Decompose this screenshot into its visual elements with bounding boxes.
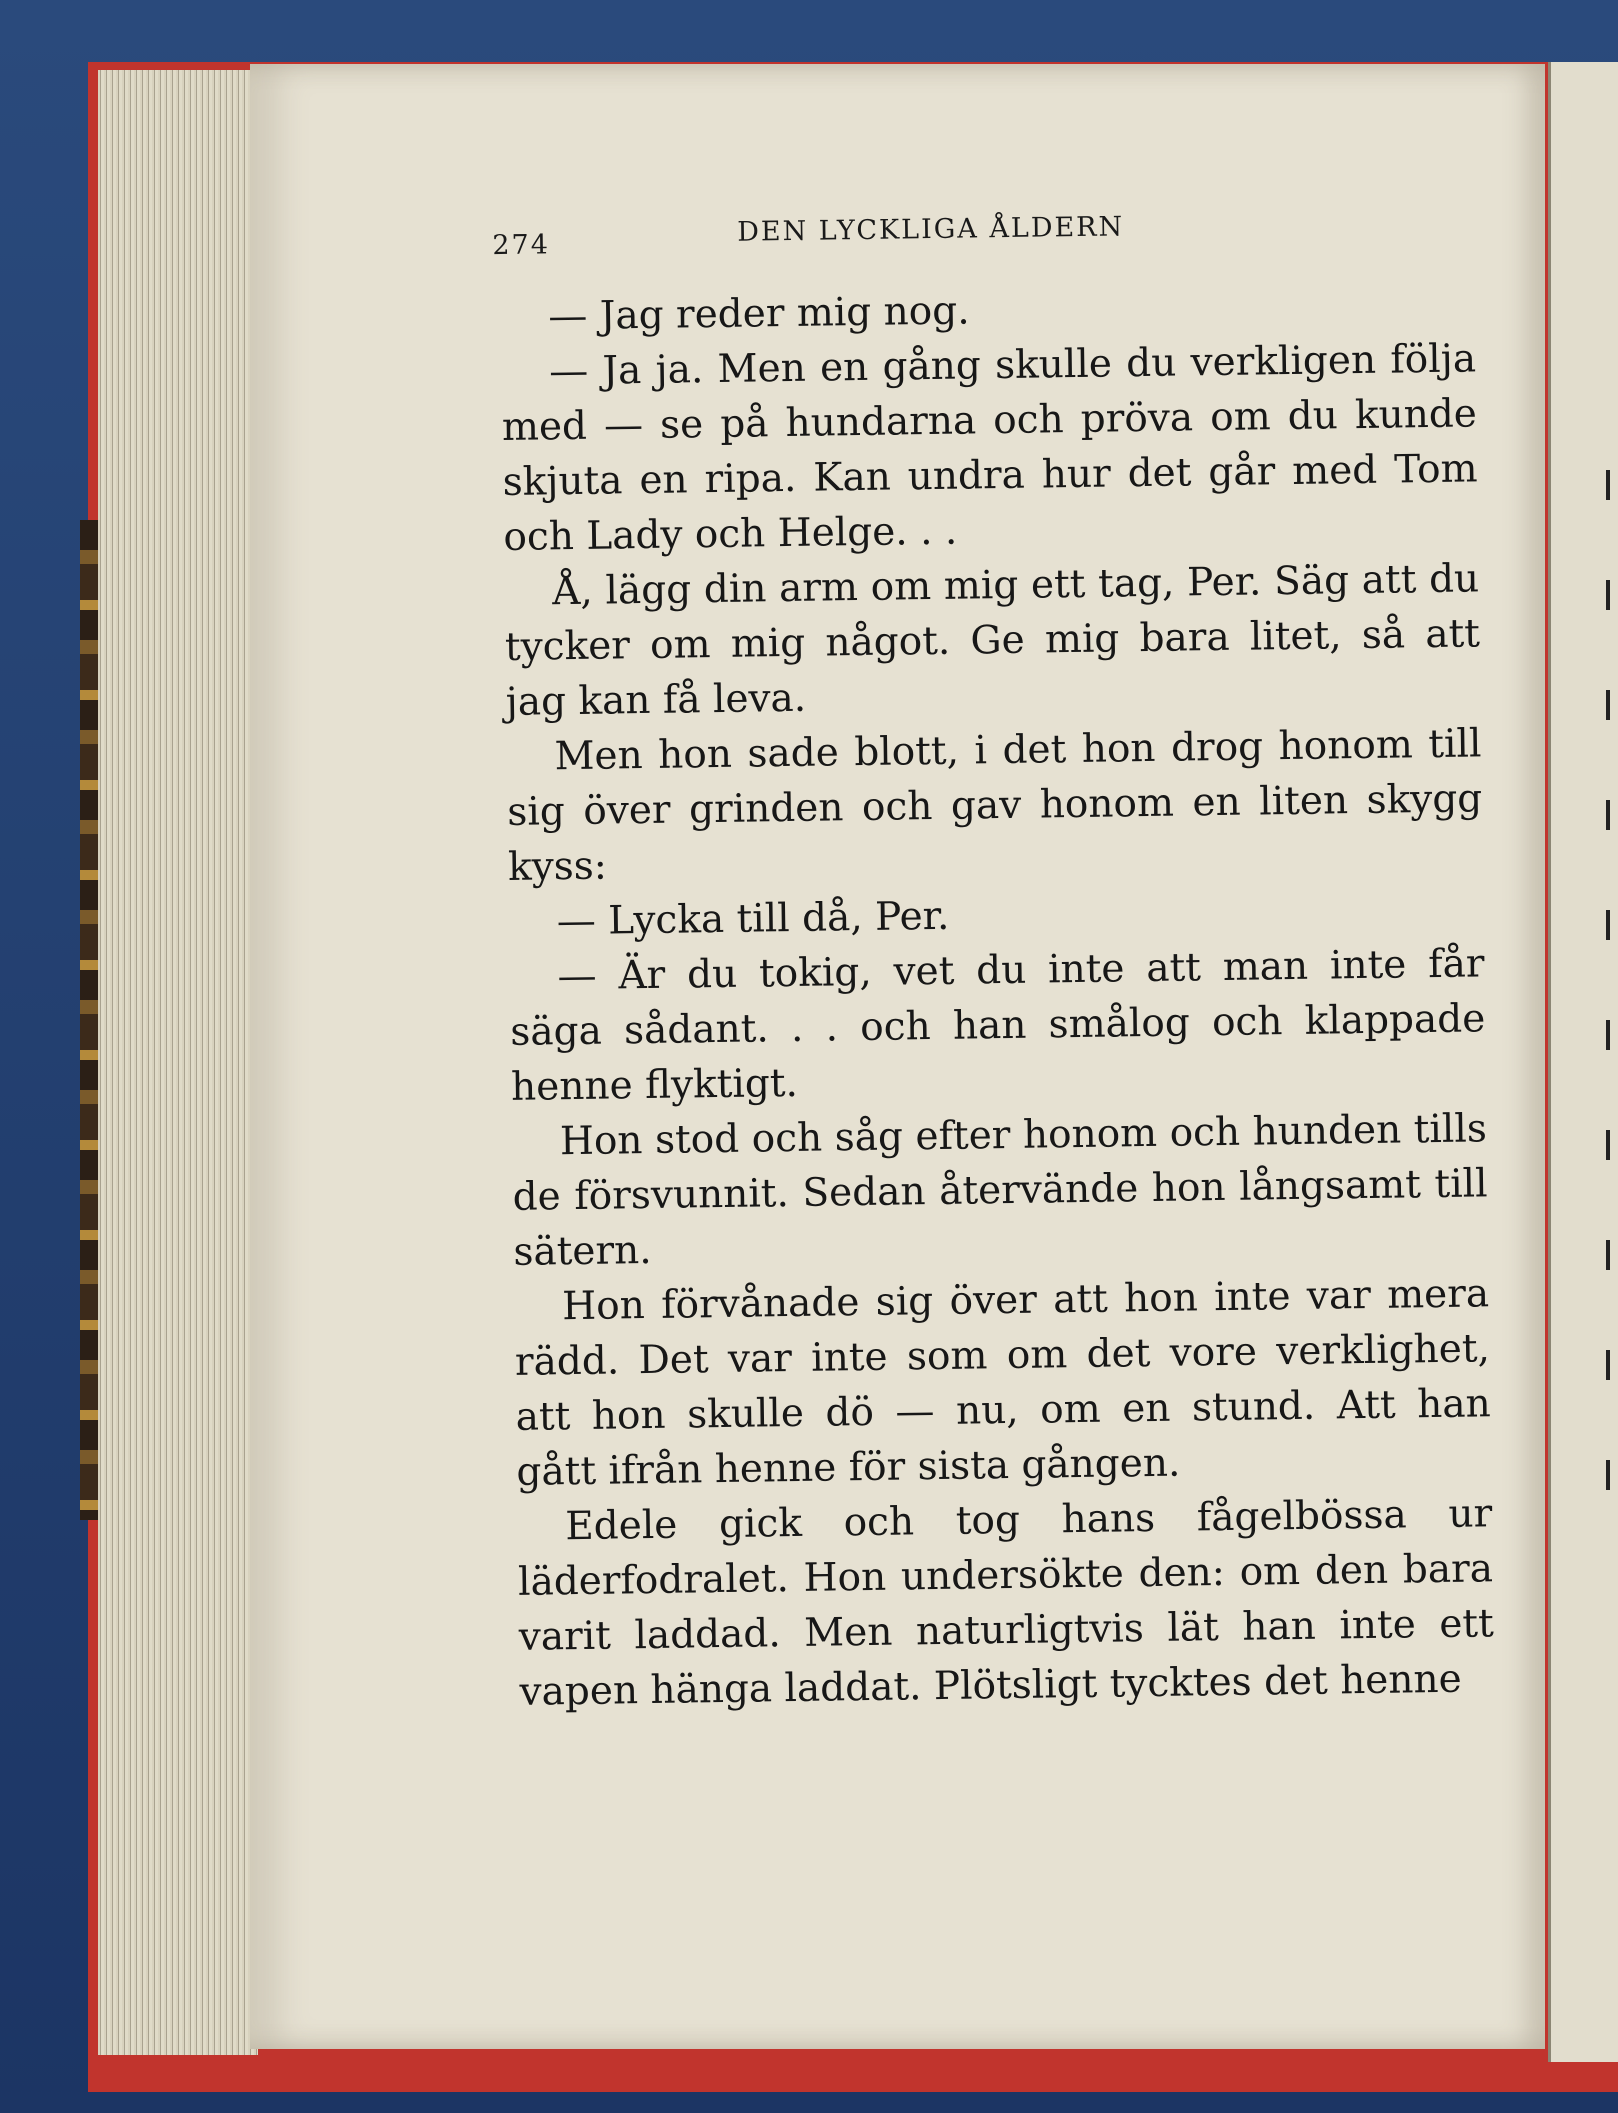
facing-page-text-fragments bbox=[1606, 470, 1616, 1770]
paragraph: Men hon sade blott, i det hon drog honom till sig över grinden och gav honom en liten skygg kyss: bbox=[506, 721, 1483, 890]
marbled-endpaper bbox=[80, 520, 100, 1520]
paragraph: — Ja ja. Men en gång skulle du verkligen följa med — se på hundarna och pröva om du kunde skjuta en ripa. Kan undra hur det går med Tom och Lady och Helge. . . bbox=[501, 336, 1478, 560]
paragraph: — Lycka till då, Per. bbox=[556, 893, 950, 945]
paragraph: Hon förvånade sig över att hon inte var mera rädd. Det var inte som om det vore verklighet, att hon skulle dö — nu, om en stund. Att han gått ifrån henne för sista gången. bbox=[514, 1271, 1491, 1495]
running-title: DEN LYCKLIGA ÅLDERN bbox=[737, 211, 1125, 248]
paragraph: — Är du tokig, vet du inte att man inte får säga sådant. . . och han smålog och klappade henne flyktigt. bbox=[510, 941, 1486, 1110]
paragraph: Å, lägg din arm om mig ett tag, Per. Säg att du tycker om mig något. Ge mig bara litet, så att jag kan få leva. bbox=[504, 556, 1481, 725]
paragraph: Hon stod och såg efter honom och hunden tills de försvunnit. Sedan återvände hon långsamt till sätern. bbox=[512, 1106, 1488, 1275]
page-number: 274 bbox=[492, 229, 551, 262]
paragraph: — Jag reder mig nog. bbox=[548, 288, 970, 340]
paragraph: Edele gick och tog hans fågelbössa ur läderfodralet. Hon undersökte den: om den bara varit laddad. Men naturligtvis lät han inte ett vapen hänga laddat. Plötsligt tycktes det henne bbox=[517, 1491, 1495, 1715]
page-edges bbox=[98, 70, 258, 2055]
body-text bbox=[500, 276, 1495, 1719]
